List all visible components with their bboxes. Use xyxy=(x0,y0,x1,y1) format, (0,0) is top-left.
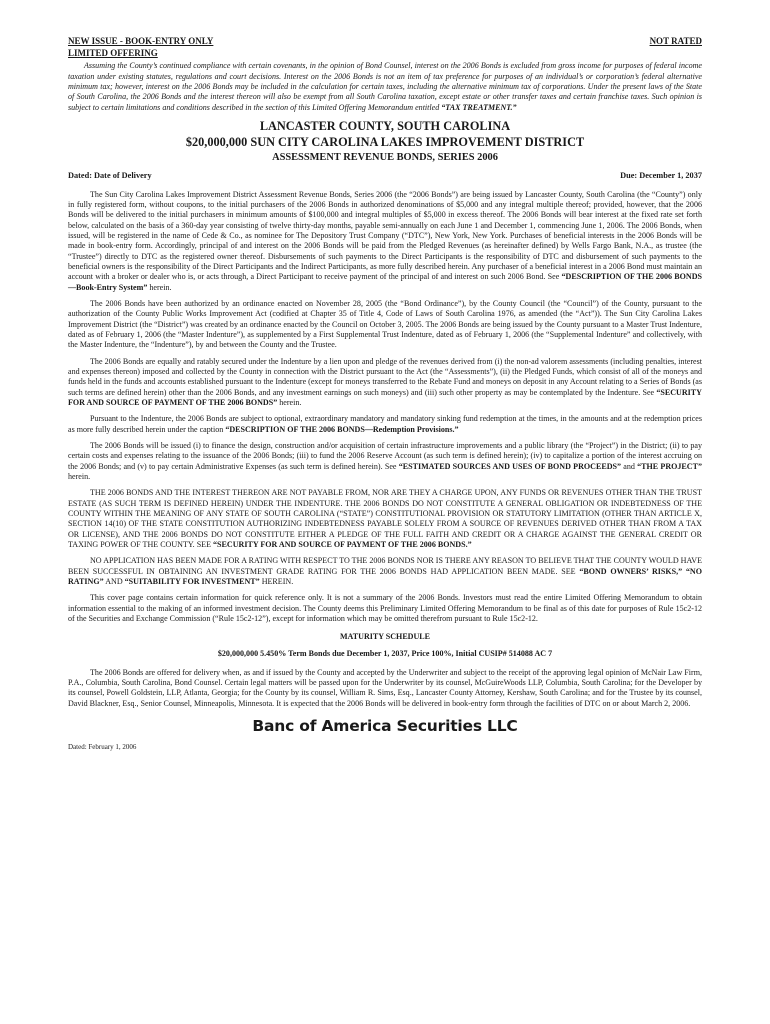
paragraph-use-of-proceeds: The 2006 Bonds will be issued (i) to finance the design, construction and/or acquisition of certain infrastructure improvements and a public library (the “Project”) in the District; (ii) to pay certain costs and expenses relating to the issuance of the 2006 Bonds; (iii) to fund the 2006 Reserve Account (as such term is defined herein); (iv) to capitalize a portion of the interest accruing on the 2006 Bonds; and (v) to pay certain Administrative Expenses (as such term is defined herein). See “ESTIMATED SOURCES AND USES OF BOND PROCEEDS” and “THE PROJECT” herein. xyxy=(68,440,702,481)
header-row xyxy=(68,36,702,48)
paragraph-cover-notice: This cover page contains certain information for quick reference only. It is not a summary of the 2006 Bonds. Investors must read the entire Limited Offering Memorandum to obtain information essential to the making of an informed investment decision. The County deems this Preliminary Limited Offering Memorandum to be final as of this date for purposes of Rule 15c2-12 of the Securities and Exchange Commission (“Rule 15c2-12”), except for information which may be omitted therefrom pursuant to Rule 15c2-12. xyxy=(68,593,702,623)
tax-intro: Assuming the County’s continued compliance with certain covenants, in the opinion of Bond Counsel, interest on the 2006 Bonds is excluded from gross income for purposes of federal income taxation under existing statutes, regulations and court decisions. Interest on the 2006 Bonds is not an item of tax preference for purposes of an individual’s or corporation’s federal alternative minimum tax; however, interest on the 2006 Bonds may be included in the calculation for certain taxes, including the alternative minimum tax of corporations. Under the present laws of the State of South Carolina, the 2006 Bonds and the interest thereon will also be exempt from all South Carolina taxation, except estate or other transfer taxes and certain franchise taxes. Such opinion is subject to certain limitations and conditions described in the section of this Limited Offering Memorandum entitled “TAX TREATMENT.” xyxy=(68,61,702,112)
paragraph-security: The 2006 Bonds are equally and ratably secured under the Indenture by a lien upon and pledge of the revenues derived from (i) the non-ad valorem assessments (including penalties, interest and expenses thereon) imposed and collected by the County in connection with the District pursuant to the Act (the “Assessments”), (ii) the Pledged Funds, which consist of all of the moneys and funds held in the funds and accounts established pursuant to the Indenture (except for moneys transferred to the Rebate Fund and moneys on deposit in any Account relating to a Series of Bonds (as such terms are defined herein) other than the 2006 Bonds, and any investment earnings on such moneys) and (iii) such other property as may be contemplated by the Indenture. See “SECURITY FOR AND SOURCE OF PAYMENT OF THE 2006 BONDS” herein. xyxy=(68,356,702,407)
offering-memorandum-cover xyxy=(68,36,702,752)
tax-treatment-ref: “TAX TREATMENT.” xyxy=(441,102,517,112)
underwriter-name: Banc of America Securities LLC xyxy=(252,717,518,736)
dates-row xyxy=(68,171,702,182)
paragraph-limited-obligation: THE 2006 BONDS AND THE INTEREST THEREON ARE NOT PAYABLE FROM, NOR ARE THEY A CHARGE UPON, ANY FUNDS OR REVENUES OTHER THAN THE TRUST ESTATE (AS SUCH TERM IS DEFINED HEREIN) UNDER THE INDENTURE. THE 2006 BONDS DO NOT CONSTITUTE A GENERAL OBLIGATION OR INDEBTEDNESS OF THE COUNTY WITHIN THE MEANING OF ANY STATE OF SOUTH CAROLINA (“STATE”) CONSTITUTIONAL PROVISION OR STATUTORY LIMITATION (OTHER THAN ARTICLE X, SECTION 14(10) OF THE STATE CONSTITUTION AUTHORIZING INDEBTEDNESS PAYABLE SOLELY FROM A SOURCE OF REVENUES DERIVED OTHER THAN FROM A TAX OR LICENSE), AND THE 2006 BONDS DO NOT CONSTITUTE EITHER A PLEDGE OF THE FULL FAITH AND CREDIT OR A CHARGE AGAINST THE GENERAL CREDIT OR TAXING POWER OF THE COUNTY. SEE “SECURITY FOR AND SOURCE OF PAYMENT OF THE 2006 BONDS.” xyxy=(68,488,702,549)
due-label: Due: December 1, 2037 xyxy=(620,171,702,181)
paragraph-redemption: Pursuant to the Indenture, the 2006 Bonds are subject to optional, extraordinary mandatory and mandatory sinking fund redemption at the times, in the amounts and at the redemption prices as more fully described herein under the caption “DESCRIPTION OF THE 2006 BONDS—Redemption Provisions.” xyxy=(68,414,702,434)
title-series: ASSESSMENT REVENUE BONDS, SERIES 2006 xyxy=(272,151,498,163)
maturity-schedule-line: $20,000,000 5.450% Term Bonds due December 1, 2037, Price 100%, Initial CUSIP# 514088 AC 7 xyxy=(217,649,553,659)
paragraph-authorization: The 2006 Bonds have been authorized by an ordinance enacted on November 28, 2005 (the “Bond Ordinance”), by the County Council (the “Council”) of the County, pursuant to the authorization of the County Public Works Improvement Act (codified at Chapter 35 of Title 4, Code of Laws of South Carolina 1976, as amended (the “Act”)). The Sun City Carolina Lakes Improvement District (the “District”) was created by an ordinance enacted by the Council on October 3, 2005. The 2006 Bonds are being issued by the County pursuant to a Master Trust Indenture, dated as of February 1, 2006 (the “Master Indenture”), as supplemented by a First Supplemental Trust Indenture, dated as of February 1, 2006 (the “Supplemental Indenture” and collectively, with the Master Indenture, the “Indenture”), by and between the County and the Trustee. xyxy=(68,298,702,350)
paragraph-delivery: The 2006 Bonds are offered for delivery when, as and if issued by the County and accepted by the Underwriter and subject to the receipt of the approving legal opinion of McNair Law Firm, P.A., Columbia, South Carolina, Bond Counsel. Certain legal matters will be passed upon for the Underwriter by its counsel, McGuireWoods LLP, Columbia, South Carolina; for the Developer by its counsel, Powell Goldstein, LLP, Atlanta, Georgia; for the County by its counsel, William R. Sims, Esq., Lancaster County Attorney, Kershaw, South Carolina; and for the Trustee by its counsel, David Blackner, Esq., Senior Counsel, Minneapolis, Minnesota. It is expected that the 2006 Bonds will be delivered in book-entry form through the facilities of DTC on or about March 2, 2006. xyxy=(68,667,702,708)
paragraph-bonds-issuance: The Sun City Carolina Lakes Improvement District Assessment Revenue Bonds, Series 2006 (the “2006 Bonds”) are being issued by Lancaster County, South Carolina (the “County”) only in fully registered form, without coupons, to the initial purchasers of the 2006 Bonds in authorized denominations of $5,000 and any integral multiple thereof; provided, however, that the 2006 Bonds will be delivered to the initial purchasers in minimum amounts of $100,000 and integral multiples of $5,000 in excess thereof. The 2006 Bonds will bear interest at the fixed rate set forth below, calculated on the basis of a 360-day year consisting of twelve thirty-day months, payable semi-annually on each June 1 and December 1, commencing June 1, 2006. The 2006 Bonds, when issued, will be registered in the name of Cede & Co., as nominee for The Depository Trust Company (“DTC”), New York, New York. Purchases of beneficial interests in the 2006 Bonds will be made in book-entry form. Accordingly, principal of and interest on the 2006 Bonds will be paid from the Pledged Revenues (as hereinafter defined) by Wells Fargo Bank, N.A., as trustee (the “Trustee”) directly to DTC as the registered owner thereof. Disbursements of such payments to the Direct Participants is the responsibility of DTC and disbursement of such payments to the beneficial owners is the responsibility of the Direct Participants and the Indirect Participants, as more fully described herein. Any purchaser of a beneficial interest in a 2006 Bond must maintain an account with a broker or dealer who is, or acts through, a Direct Participant to receive payment of the principal of and interest on such 2006 Bond. See “DESCRIPTION OF THE 2006 BONDS—Book-Entry System” herein. xyxy=(68,189,702,292)
footer-date: Dated: February 1, 2006 xyxy=(68,743,137,752)
document-title xyxy=(68,119,702,165)
maturity-schedule-heading: MATURITY SCHEDULE xyxy=(339,632,431,642)
issue-type: NEW ISSUE - BOOK-ENTRY ONLY xyxy=(68,36,214,46)
offering-type: LIMITED OFFERING xyxy=(68,47,158,58)
title-county: LANCASTER COUNTY, SOUTH CAROLINA xyxy=(259,119,511,134)
rating-status: NOT RATED xyxy=(649,36,702,46)
title-issue: $20,000,000 SUN CITY CAROLINA LAKES IMPROVEMENT DISTRICT xyxy=(185,135,585,149)
paragraph-no-rating: NO APPLICATION HAS BEEN MADE FOR A RATING WITH RESPECT TO THE 2006 BONDS NOR IS THERE ANY REASON TO BELIEVE THAT THE COUNTY WOULD HAVE BEEN SUCCESSFUL IN OBTAINING AN INVESTMENT GRADE RATING FOR THE 2006 BONDS HAD APPLICATION BEEN MADE. SEE “BOND OWNERS’ RISKS,” “NO RATING” AND “SUITABILITY FOR INVESTMENT” HEREIN. xyxy=(68,556,702,586)
dated-label: Dated: Date of Delivery xyxy=(68,171,152,181)
